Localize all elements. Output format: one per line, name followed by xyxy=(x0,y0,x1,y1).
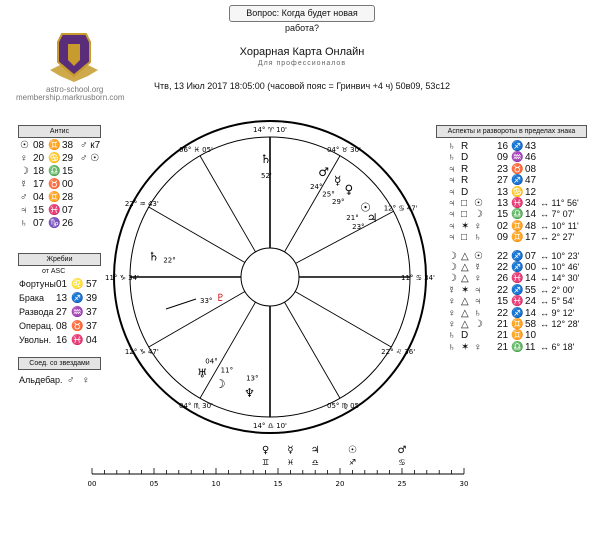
aspect-target-icon: ♄ xyxy=(474,307,482,319)
timeline-tick-label: 00 xyxy=(88,480,97,488)
lot-sign-icon: ♐ xyxy=(71,293,84,304)
aspect-minutes: 43 xyxy=(525,141,537,152)
aspect-target-icon: ☉ xyxy=(474,250,483,262)
planet-degree-label: 22° xyxy=(163,256,176,265)
aspect-minutes: 58 xyxy=(525,319,537,330)
lot-name: Фортуны xyxy=(19,279,56,289)
planet-glyph-icon: ♃ xyxy=(366,211,378,225)
antis-sign-icon: ♑ xyxy=(48,218,61,229)
aspect-planet-icon: ♃ xyxy=(448,232,456,244)
aspect-planet-icon: ♃ xyxy=(448,163,456,175)
house-cusp-line xyxy=(296,211,394,263)
aspect-sign-icon: ♓ xyxy=(511,198,524,209)
center-circle xyxy=(241,248,299,306)
aspect-sign-icon: ♓ xyxy=(511,273,524,285)
planet-degree-label: 52' xyxy=(261,172,272,181)
cusp-label: 04° ♉ 30' xyxy=(327,145,361,154)
antis-minutes: 38 xyxy=(62,140,74,151)
aspect-planet-icon: ♃ xyxy=(448,186,456,198)
horary-chart-wheel xyxy=(96,117,436,435)
aspect-minutes: 10 xyxy=(525,330,537,342)
aspect-orb: ↔ 2° 00' xyxy=(540,284,575,295)
aspect-sign-icon: ♊ xyxy=(511,330,524,342)
aspect-degree: 22 xyxy=(497,284,509,296)
planet-glyph-icon: ☉ xyxy=(360,200,371,215)
lot-arrow-line xyxy=(166,299,196,309)
aspect-symbol: △ xyxy=(461,307,469,319)
antis-sign-icon: ♋ xyxy=(48,153,61,164)
aspect-orb: ↔ 10° 11' xyxy=(540,220,579,231)
aspect-symbol: □ xyxy=(461,209,468,221)
aspect-sign-icon: ♐ xyxy=(511,175,524,187)
lot-arrow-label: 33° xyxy=(200,297,213,305)
cusp-label: 12° ♑ 47' xyxy=(124,348,159,356)
aspect-degree: 09 xyxy=(497,152,509,164)
planet-glyph-icon: ♅ xyxy=(196,366,208,381)
lot-name: Развода xyxy=(19,307,54,317)
lot-minutes: 37 xyxy=(86,307,98,318)
aspect-minutes: 07 xyxy=(525,250,537,262)
antis-aspect: ♂ к7 xyxy=(80,140,101,151)
aspect-symbol: R xyxy=(461,175,469,187)
antis-sign-icon: ♊ xyxy=(48,140,61,151)
aspect-minutes: 14 xyxy=(525,307,537,319)
aspect-target-icon: ♃ xyxy=(474,296,482,308)
aspect-orb: ↔ 9° 12' xyxy=(540,307,575,318)
lots-header: Жребии xyxy=(18,253,101,266)
aspect-planet-icon: ♄ xyxy=(448,341,456,353)
antis-sign-icon: ♓ xyxy=(48,205,61,216)
planet-degree-label: 11° xyxy=(220,366,234,375)
aspect-symbol: ✶ xyxy=(461,341,470,353)
aspect-degree: 21 xyxy=(497,330,509,342)
house-cusp-line xyxy=(295,292,391,348)
planet-glyph-icon: ☿ xyxy=(333,173,342,188)
part-of-fortune-icon: ♇ xyxy=(216,293,225,304)
timeline-sign-icon: ♎ xyxy=(311,458,319,467)
timeline-sign-icon: ♋ xyxy=(398,458,406,467)
aspect-minutes: 34 xyxy=(525,198,537,209)
aspect-degree: 22 xyxy=(497,250,509,262)
aspect-degree: 26 xyxy=(497,273,509,285)
timeline-tick-label: 25 xyxy=(397,480,407,488)
timeline-planet-icon: ☉ xyxy=(347,445,357,456)
lot-degree: 27 xyxy=(56,307,68,318)
aspect-sign-icon: ♒ xyxy=(511,152,524,164)
aspect-orb: ↔ 10° 23' xyxy=(540,250,580,261)
aspect-target-icon: ♀ xyxy=(474,220,482,232)
antis-aspect: ♂ ☉ xyxy=(80,153,100,164)
aspect-symbol: □ xyxy=(461,232,468,244)
aspect-planet-icon: ♄ xyxy=(448,330,456,342)
aspect-minutes: 17 xyxy=(525,232,537,244)
aspect-minutes: 47 xyxy=(525,175,537,187)
aspects-header: Аспекты и развороты в пределах знака xyxy=(436,125,587,138)
planet-degree-label: 13° xyxy=(246,374,259,383)
planet-degree-label: 24° xyxy=(310,183,323,192)
antis-planet-icon: ☉ xyxy=(20,140,29,151)
lot-sign-icon: ♉ xyxy=(71,321,84,332)
aspect-orb: ↔ 7° 07' xyxy=(540,209,575,220)
lot-minutes: 04 xyxy=(86,335,98,346)
antis-sign-icon: ♊ xyxy=(48,192,61,203)
aspect-sign-icon: ♐ xyxy=(511,307,524,319)
aspect-orb: ↔ 14° 30' xyxy=(540,273,580,284)
aspect-minutes: 00 xyxy=(525,262,537,273)
aspect-target-icon: ♀ xyxy=(474,273,482,285)
aspect-sign-icon: ♋ xyxy=(511,186,524,198)
cusp-label: 14° ♈ 10' xyxy=(253,126,287,134)
aspect-degree: 21 xyxy=(497,319,509,330)
timeline-tick-label: 20 xyxy=(335,480,345,488)
aspect-degree: 13 xyxy=(497,186,509,198)
cusp-label: 04° ♏ 30' xyxy=(179,402,213,411)
membership-url: membership.markrusborn.com xyxy=(16,93,125,102)
aspect-degree: 21 xyxy=(497,341,509,353)
antis-minutes: 00 xyxy=(62,179,74,190)
aspect-sign-icon: ♐ xyxy=(511,284,524,296)
star-name: Альдебар. xyxy=(19,375,63,385)
question-button[interactable]: Вопрос: Когда будет новая работа? xyxy=(229,5,375,22)
aspect-symbol: ✶ xyxy=(461,284,470,296)
aspect-symbol: D xyxy=(461,152,469,164)
antis-planet-icon: ♂ xyxy=(20,192,28,203)
aspect-planet-icon: ♃ xyxy=(448,209,456,221)
aspect-symbol: ✶ xyxy=(461,220,470,232)
aspect-symbol: △ xyxy=(461,319,469,330)
aspect-degree: 09 xyxy=(497,232,509,244)
aspect-orb: ↔ 2° 27' xyxy=(540,232,575,243)
lot-minutes: 39 xyxy=(86,293,98,304)
cusp-label: 14° ♎ 10' xyxy=(253,422,287,430)
lot-sign-icon: ♌ xyxy=(71,279,84,290)
cusp-label: 22° ♌ 36' xyxy=(381,348,416,356)
aspect-symbol: △ xyxy=(461,262,469,273)
aspect-symbol: □ xyxy=(461,198,468,209)
aspect-planet-icon: ♃ xyxy=(448,175,456,187)
cusp-label: 05° ♍ 05' xyxy=(327,402,361,411)
timeline-tick-label: 05 xyxy=(149,480,159,488)
aspect-degree: 15 xyxy=(497,296,509,308)
antis-degree: 18 xyxy=(33,166,45,177)
aspect-symbol: △ xyxy=(461,296,469,308)
lot-sign-icon: ♓ xyxy=(71,335,84,346)
aspect-degree: 22 xyxy=(497,262,509,273)
planet-degree-label: 23° xyxy=(352,223,365,231)
aspect-degree: 16 xyxy=(497,141,509,152)
degree-timeline xyxy=(88,440,478,500)
timeline-planet-icon: ♃ xyxy=(310,445,320,456)
aspect-orb: ↔ 5° 54' xyxy=(540,296,575,307)
aspect-symbol: D xyxy=(461,186,469,198)
aspect-symbol: R xyxy=(461,141,469,152)
cusp-label: 06° ♓ 05' xyxy=(179,145,213,154)
aspect-degree: 13 xyxy=(497,198,509,209)
timeline-planet-icon: ♀ xyxy=(261,445,270,456)
antis-degree: 08 xyxy=(33,140,45,151)
lot-degree: 13 xyxy=(56,293,68,304)
timeline-sign-icon: ♓ xyxy=(286,458,294,467)
timeline-planet-icon: ☿ xyxy=(287,445,294,456)
aspect-sign-icon: ♊ xyxy=(511,220,524,232)
aspect-orb: ↔ 11° 56' xyxy=(540,198,579,208)
aspect-minutes: 08 xyxy=(525,163,537,175)
aspect-planet-icon: ♃ xyxy=(448,220,456,232)
lots-subtitle: от ASC xyxy=(42,268,66,275)
aspect-planet-icon: ♀ xyxy=(448,296,456,308)
aspect-planet-icon: ♄ xyxy=(448,141,456,152)
aspect-degree: 27 xyxy=(497,175,509,187)
timeline-tick-label: 30 xyxy=(459,480,469,488)
antis-planet-icon: ♀ xyxy=(20,153,28,164)
antis-degree: 07 xyxy=(33,218,45,229)
planet-glyph-icon: ♂ xyxy=(318,164,329,179)
aspect-planet-icon: ☽ xyxy=(448,273,457,285)
planet-glyph-icon: ♄ xyxy=(148,249,160,264)
cusp-label: 12° ♋ 47' xyxy=(383,204,418,213)
house-cusp-line xyxy=(285,302,341,398)
aspect-degree: 22 xyxy=(497,307,509,319)
aspect-minutes: 24 xyxy=(525,296,537,308)
antis-degree: 15 xyxy=(33,205,45,216)
aspect-minutes: 11 xyxy=(525,341,536,353)
aspect-target-icon: ☽ xyxy=(474,209,483,221)
planet-glyph-icon: ♀ xyxy=(344,182,354,197)
timeline-sign-icon: ♐ xyxy=(348,458,356,467)
school-logo xyxy=(48,30,100,87)
lot-sign-icon: ♒ xyxy=(71,307,84,318)
antis-header: Антис xyxy=(18,125,101,138)
aspect-planet-icon: ☿ xyxy=(448,284,456,296)
aspect-planet-icon: ♀ xyxy=(448,307,456,319)
cusp-label: 11° ♋ 34' xyxy=(401,274,435,282)
aspect-degree: 23 xyxy=(497,163,509,175)
aspect-degree: 02 xyxy=(497,220,509,232)
antis-planet-icon: ☽ xyxy=(20,166,29,177)
planet-glyph-icon: ♄ xyxy=(260,152,272,167)
aspect-sign-icon: ♓ xyxy=(511,296,524,308)
aspect-orb: ↔ 6° 18' xyxy=(540,341,575,352)
aspect-minutes: 46 xyxy=(525,152,537,164)
cusp-label: 11° ♑ 34' xyxy=(105,274,139,282)
aspect-target-icon: ☽ xyxy=(474,319,483,330)
aspect-sign-icon: ♊ xyxy=(511,232,524,244)
aspect-sign-icon: ♉ xyxy=(511,163,524,175)
house-cusp-line xyxy=(200,302,259,401)
antis-minutes: 15 xyxy=(62,166,74,177)
antis-planet-icon: ♄ xyxy=(20,218,28,229)
aspect-sign-icon: ♊ xyxy=(511,319,524,330)
house-cusp-line xyxy=(200,156,256,252)
lot-name: Операц. xyxy=(19,321,54,331)
antis-degree: 04 xyxy=(33,192,45,203)
aspect-planet-icon: ♄ xyxy=(448,152,456,164)
antis-planet-icon: ☿ xyxy=(20,179,28,190)
aspect-symbol: △ xyxy=(461,273,469,285)
aspect-sign-icon: ♎ xyxy=(511,209,524,221)
lot-degree: 16 xyxy=(56,335,68,346)
aspect-symbol: D xyxy=(461,330,469,342)
aspect-minutes: 55 xyxy=(525,284,537,296)
stars-header: Соед. со звездами xyxy=(18,357,101,370)
aspect-sign-icon: ♎ xyxy=(511,341,524,353)
planet-degree-label: 25° xyxy=(322,190,335,199)
antis-degree: 20 xyxy=(33,153,45,164)
antis-minutes: 28 xyxy=(62,192,74,203)
aspect-sign-icon: ♐ xyxy=(511,262,524,273)
star-planet-icon: ♂ xyxy=(67,375,75,386)
cusp-label: 22° ♒ 43' xyxy=(124,200,159,208)
aspect-target-icon: ☉ xyxy=(474,198,483,209)
aspect-planet-icon: ☽ xyxy=(448,262,457,273)
antis-minutes: 07 xyxy=(62,205,74,216)
aspect-symbol: △ xyxy=(461,250,469,262)
page-title: Хорарная Карта Онлайн xyxy=(239,46,365,58)
aspect-minutes: 14 xyxy=(525,209,537,221)
lot-minutes: 57 xyxy=(86,279,98,290)
aspect-planet-icon: ♀ xyxy=(448,319,456,330)
lot-name: Брака xyxy=(19,293,45,303)
timeline-sign-icon: ♊ xyxy=(262,458,270,467)
planet-degree-label: 29° xyxy=(332,198,345,207)
site-url: astro-school.org xyxy=(46,85,104,94)
aspect-planet-icon: ☽ xyxy=(448,250,457,262)
lot-minutes: 37 xyxy=(86,321,98,332)
lot-degree: 08 xyxy=(56,321,68,332)
aspect-target-icon: ♃ xyxy=(474,284,482,296)
planet-degree-label: 04° xyxy=(205,357,218,366)
aspect-orb: ↔ 12° 28' xyxy=(540,319,580,329)
antis-degree: 17 xyxy=(33,179,45,190)
aspect-minutes: 48 xyxy=(525,220,537,232)
aspect-sign-icon: ♐ xyxy=(511,141,524,152)
house-cusp-line xyxy=(149,292,245,348)
aspect-symbol: R xyxy=(461,163,469,175)
planet-degree-label: 21° xyxy=(346,214,359,223)
aspect-sign-icon: ♐ xyxy=(511,250,524,262)
timeline-planet-icon: ♂ xyxy=(397,445,407,456)
antis-sign-icon: ♎ xyxy=(48,166,61,177)
timeline-tick-label: 15 xyxy=(273,480,283,488)
aspect-target-icon: ☿ xyxy=(474,262,482,273)
chart-datetime: Чтв, 13 Июл 2017 18:05:00 (часовой пояс = Гринвич +4 ч) 50в09, 53с12 xyxy=(154,81,450,91)
star-planet-icon: ♀ xyxy=(82,375,90,386)
antis-sign-icon: ♉ xyxy=(48,179,61,190)
aspect-orb: ↔ 10° 46' xyxy=(540,262,580,272)
house-cusp-line xyxy=(149,207,245,263)
antis-minutes: 29 xyxy=(62,153,74,164)
aspect-minutes: 14 xyxy=(525,273,537,285)
aspect-target-icon: ♄ xyxy=(474,232,482,244)
antis-planet-icon: ♃ xyxy=(20,205,28,216)
aspect-target-icon: ♀ xyxy=(474,341,482,353)
page-subtitle: Для профессионалов xyxy=(257,60,347,67)
aspect-planet-icon: ♃ xyxy=(448,198,456,209)
planet-glyph-icon: ♆ xyxy=(244,386,255,401)
timeline-tick-label: 10 xyxy=(211,480,221,488)
planet-glyph-icon: ☽ xyxy=(214,376,226,391)
lot-name: Увольн. xyxy=(19,335,52,345)
antis-minutes: 26 xyxy=(62,218,74,229)
aspect-minutes: 12 xyxy=(525,186,537,198)
lot-degree: 01 xyxy=(56,279,68,290)
aspect-degree: 15 xyxy=(497,209,509,221)
